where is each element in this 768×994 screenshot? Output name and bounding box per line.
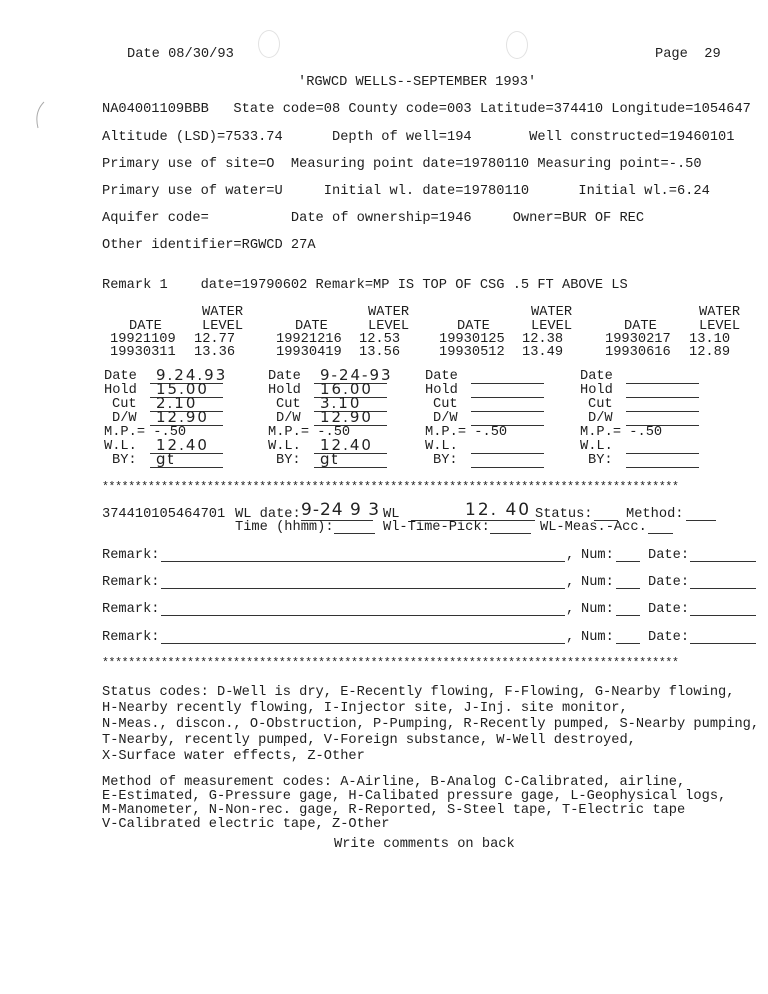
table-cell-level: 12.77 [194, 332, 236, 347]
wl-date-value: 9-24 9 3 [301, 500, 381, 520]
measure-label-wl: W.L. [268, 439, 301, 454]
remark-label: Remark: [102, 548, 160, 563]
remark-comma: , [566, 575, 575, 590]
remark-comma: , [566, 630, 575, 645]
measure-label-by: BY: [588, 453, 613, 468]
table-cell-level: 13.10 [689, 332, 731, 347]
measure-label-mp: M.P.= -.50 [425, 425, 508, 440]
num-label: Num: [581, 575, 614, 590]
status-label: Status: [535, 507, 593, 522]
header-date: DATE [129, 319, 162, 334]
header-water: WATER [368, 305, 410, 320]
handwritten-hold: 15.00 [156, 380, 209, 398]
report-date: Date 08/30/93 [127, 47, 234, 62]
table-cell-date: 19930419 [276, 345, 342, 360]
measure-label-mp: M.P.= -.50 [580, 425, 663, 440]
separator-line: **************************************************************************************** [102, 481, 679, 494]
header-date: DATE [624, 319, 657, 334]
measure-label-dw: D/W [588, 411, 613, 426]
measure-label-date: Date [268, 369, 301, 384]
measure-field-hold[interactable] [471, 397, 544, 398]
wl-time-pick-label: Wl-Time-Pick: [383, 520, 490, 535]
num-field[interactable] [616, 561, 640, 562]
table-cell-date: 19930217 [605, 332, 671, 347]
hole-punch-left [258, 30, 280, 58]
header-level: LEVEL [202, 319, 244, 334]
measure-label-dw: D/W [112, 411, 137, 426]
status-codes-line: N-Meas., discon., O-Obstruction, P-Pumping, R-Recently pumped, S-Nearby pumping, [102, 717, 760, 732]
header-level: LEVEL [368, 319, 410, 334]
measure-label-wl: W.L. [104, 439, 137, 454]
wl-label: WL [383, 507, 400, 522]
status-codes-line: H-Nearby recently flowing, I-Injector site, J-Inj. site monitor, [102, 701, 628, 716]
num-label: Num: [581, 630, 614, 645]
wl-meas-acc-label: WL-Meas.-Acc. [540, 520, 647, 535]
table-cell-level: 12.38 [522, 332, 564, 347]
table-cell-level: 13.49 [522, 345, 564, 360]
measure-label-by: BY: [112, 453, 137, 468]
method-label: Method: [626, 507, 684, 522]
date-label: Date: [648, 575, 690, 590]
date-field[interactable] [690, 643, 756, 644]
status-codes-line: T-Nearby, recently pumped, V-Foreign substance, W-Well destroyed, [102, 733, 636, 748]
date-label: Date: [648, 548, 690, 563]
date-field[interactable] [690, 588, 756, 589]
scan-mark [30, 100, 50, 130]
table-cell-level: 12.89 [689, 345, 731, 360]
remark-field[interactable] [161, 643, 565, 644]
num-field[interactable] [616, 643, 640, 644]
table-cell-date: 19930512 [439, 345, 505, 360]
remark-comma: , [566, 548, 575, 563]
well-info-line-3: Primary use of site=O Measuring point date=19780110 Measuring point=-.50 [102, 157, 702, 172]
method-codes-line: E-Estimated, G-Pressure gage, H-Calibated pressure gage, L-Geophysical logs, [102, 789, 727, 804]
table-cell-date: 19930616 [605, 345, 671, 360]
handwritten-cut: 3.10 [320, 394, 362, 412]
measure-label-date: Date [425, 369, 458, 384]
measure-label-mp: M.P.= -.50 [268, 425, 351, 440]
header-water: WATER [699, 305, 741, 320]
wl-value: 12. 40 [465, 500, 532, 520]
separator-line: **************************************************************************************** [102, 657, 679, 670]
handwritten-wl: 12.40 [320, 436, 373, 454]
num-label: Num: [581, 602, 614, 617]
handwritten-date: 9.24.93 [156, 366, 228, 384]
handwritten-dw: 12.90 [320, 408, 373, 426]
measure-label-cut: Cut [588, 397, 613, 412]
well-info-line-5: Aquifer code= Date of ownership=1946 Owner=BUR OF REC [102, 211, 645, 226]
measure-label-date: Date [580, 369, 613, 384]
remark-comma: , [566, 602, 575, 617]
handwritten-date: 9-24-93 [320, 366, 393, 384]
measure-field-wl[interactable] [626, 453, 699, 454]
hole-punch-right [506, 31, 528, 59]
table-cell-level: 13.36 [194, 345, 236, 360]
table-cell-date: 19930125 [439, 332, 505, 347]
remark-field[interactable] [161, 561, 565, 562]
handwritten-hold: 16.00 [320, 380, 373, 398]
measure-label-hold: Hold [268, 383, 301, 398]
table-cell-date: 19921216 [276, 332, 342, 347]
header-date: DATE [295, 319, 328, 334]
measure-label-hold: Hold [104, 383, 137, 398]
report-title: 'RGWCD WELLS--SEPTEMBER 1993' [298, 75, 537, 90]
header-level: LEVEL [699, 319, 741, 334]
measure-label-hold: Hold [425, 383, 458, 398]
date-field[interactable] [690, 615, 756, 616]
num-label: Num: [581, 548, 614, 563]
measure-field-cut[interactable] [626, 411, 699, 412]
remark-label: Remark: [102, 630, 160, 645]
date-label: Date: [648, 602, 690, 617]
time-field[interactable] [334, 533, 375, 534]
measure-field-hold[interactable] [626, 397, 699, 398]
measure-label-by: BY: [433, 453, 458, 468]
measure-label-dw: D/W [433, 411, 458, 426]
handwritten-by: gt [156, 450, 176, 468]
well-info-line-6: Other identifier=RGWCD 27A [102, 238, 316, 253]
measure-label-by: BY: [276, 453, 301, 468]
remark-field[interactable] [161, 615, 565, 616]
measure-label-cut: Cut [112, 397, 137, 412]
header-water: WATER [202, 305, 244, 320]
table-cell-date: 19930311 [110, 345, 176, 360]
handwritten-cut: 2.10 [156, 394, 198, 412]
time-label: Time (hhmm): [235, 520, 334, 535]
method-field[interactable] [686, 520, 716, 521]
measure-label-dw: D/W [276, 411, 301, 426]
measure-label-date: Date [104, 369, 137, 384]
site-id: 374410105464701 [102, 507, 226, 522]
well-info-line-4: Primary use of water=U Initial wl. date=19780110 Initial wl.=6.24 [102, 184, 710, 199]
handwritten-wl: 12.40 [156, 436, 209, 454]
num-field[interactable] [616, 615, 640, 616]
date-field[interactable] [690, 561, 756, 562]
measure-label-hold: Hold [580, 383, 613, 398]
well-info-line-2: Altitude (LSD)=7533.74 Depth of well=194 Well constructed=19460101 [102, 130, 735, 145]
wl-meas-acc-field[interactable] [648, 533, 673, 534]
handwritten-dw: 12.90 [156, 408, 209, 426]
footer-note: Write comments on back [334, 837, 515, 852]
table-cell-date: 19921109 [110, 332, 176, 347]
status-codes-line: Status codes: D-Well is dry, E-Recently flowing, F-Flowing, G-Nearby flowing, [102, 685, 735, 700]
header-date: DATE [457, 319, 490, 334]
handwritten-by: gt [320, 450, 340, 468]
method-codes-line: M-Manometer, N-Non-rec. gage, R-Reported, S-Steel tape, T-Electric tape [102, 803, 686, 818]
measure-label-cut: Cut [433, 397, 458, 412]
table-cell-level: 12.53 [359, 332, 401, 347]
measure-field-by[interactable] [626, 467, 699, 468]
header-water: WATER [531, 305, 573, 320]
method-codes-line: Method of measurement codes: A-Airline, B-Analog C-Calibrated, airline, [102, 775, 686, 790]
table-cell-level: 13.56 [359, 345, 401, 360]
wl-time-pick-field[interactable] [490, 533, 531, 534]
method-codes-line: V-Calibrated electric tape, Z-Other [102, 817, 390, 832]
wl-date-label: WL date: [235, 507, 301, 522]
remark-label: Remark: [102, 602, 160, 617]
measure-field-cut[interactable] [471, 411, 544, 412]
remark-label: Remark: [102, 575, 160, 590]
status-codes-line: X-Surface water effects, Z-Other [102, 749, 365, 764]
measure-field-date[interactable] [626, 383, 699, 384]
remark-field[interactable] [161, 588, 565, 589]
remark-1: Remark 1 date=19790602 Remark=MP IS TOP OF CSG .5 FT ABOVE LS [102, 278, 628, 293]
measure-field-date[interactable] [471, 383, 544, 384]
measure-label-cut: Cut [276, 397, 301, 412]
header-level: LEVEL [531, 319, 573, 334]
measure-field-by[interactable] [471, 467, 544, 468]
well-info-line-1: NA04001109BBB State code=08 County code=003 Latitude=374410 Longitude=1054647 [102, 102, 751, 117]
date-label: Date: [648, 630, 690, 645]
page-number: Page 29 [655, 47, 721, 62]
measure-label-wl: W.L. [580, 439, 613, 454]
num-field[interactable] [616, 588, 640, 589]
measure-label-wl: W.L. [425, 439, 458, 454]
measure-label-mp: M.P.= -.50 [104, 425, 187, 440]
measure-field-wl[interactable] [471, 453, 544, 454]
